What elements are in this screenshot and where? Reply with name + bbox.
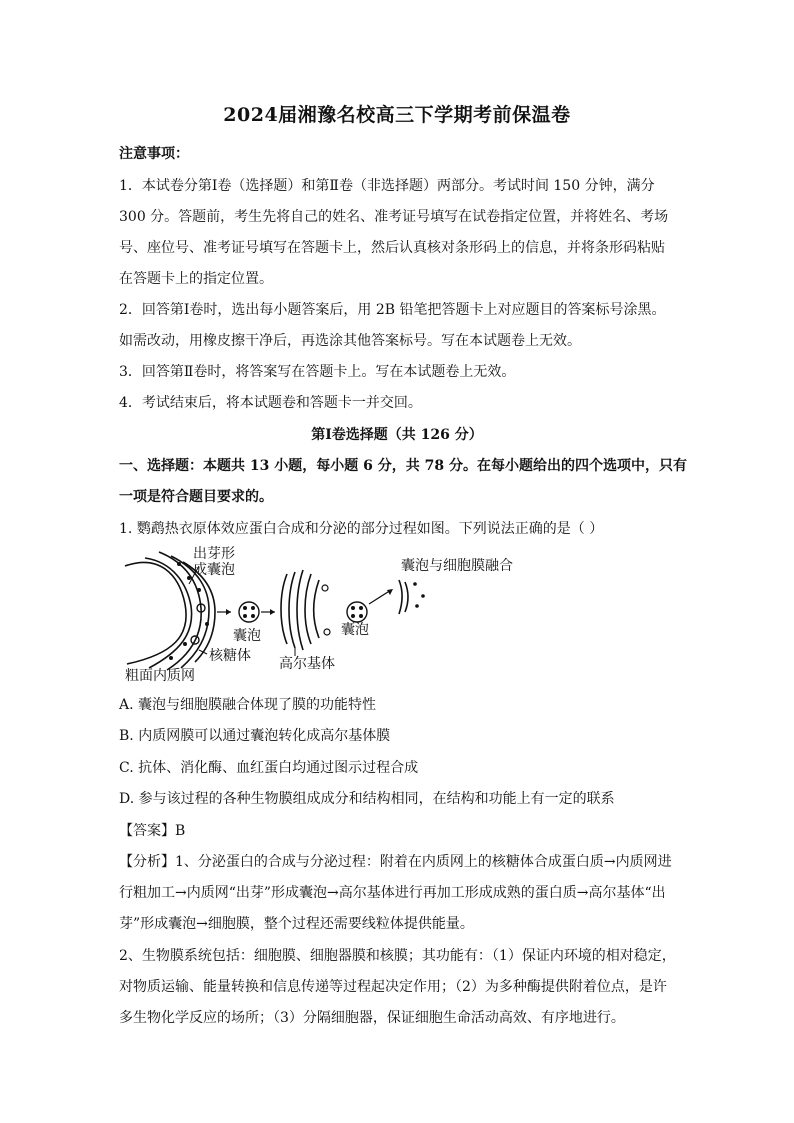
answer: 【答案】B bbox=[119, 823, 186, 839]
label-fusion: 囊泡与细胞膜融合 bbox=[401, 558, 513, 574]
notice-line: 在答题卡上的指定位置。 bbox=[119, 271, 273, 287]
option-a: A. 囊泡与细胞膜融合体现了膜的功能特性 bbox=[119, 697, 377, 713]
label-budding-2: 成囊泡 bbox=[193, 562, 235, 578]
golgi-shape bbox=[281, 570, 319, 650]
cell-membrane-shape bbox=[399, 580, 408, 614]
notice-line: 1．本试卷分第Ⅰ卷（选择题）和第Ⅱ卷（非选择题）两部分。考试时间 150 分钟，满分 bbox=[119, 178, 655, 194]
notice-line: 2．回答第Ⅰ卷时，选出每小题答案后，用 2B 铅笔把答题卡上对应题目的答案标号涂黑。 bbox=[119, 302, 666, 318]
analysis-line: 多生物化学反应的场所；（3）分隔细胞器，保证细胞生命活动高效、有序地进行。 bbox=[119, 1010, 625, 1026]
question-stem: 1. 鹦鹉热衣原体效应蛋白合成和分泌的部分过程如图。下列说法正确的是（ ） bbox=[119, 521, 604, 537]
part-heading: 一、选择题：本题共 13 小题，每小题 6 分，共 78 分。在每小题给出的四个选项中，只有 bbox=[119, 458, 687, 474]
option-d: D. 参与该过程的各种生物膜组成成分和结构相同，在结构和功能上有一定的联系 bbox=[119, 791, 615, 807]
label-vesicle-2: 囊泡 bbox=[341, 622, 369, 638]
label-golgi: 高尔基体 bbox=[279, 656, 335, 672]
notice-heading: 注意事项： bbox=[119, 146, 189, 162]
analysis-line: 【分析】1、分泌蛋白的合成与分泌过程：附着在内质网上的核糖体合成蛋白质→内质网进 bbox=[119, 854, 672, 870]
option-b: B. 内质网膜可以通过囊泡转化成高尔基体膜 bbox=[119, 728, 391, 744]
protein-secretion-diagram bbox=[119, 544, 539, 684]
analysis-line: 对物质运输、能量转换和信息传递等过程起决定作用；（2）为多种酶提供附着位点，是许 bbox=[119, 979, 667, 995]
notice-line: 号、座位号、准考证号填写在答题卡上，然后认真核对条形码上的信息，并将条形码粘贴 bbox=[119, 240, 665, 256]
analysis-line: 行粗加工→内质网“出芽”形成囊泡→高尔基体进行再加工形成成熟的蛋白质→高尔基体“出 bbox=[119, 885, 666, 901]
arrow-2-head bbox=[270, 609, 275, 615]
notice-line: 4．考试结束后，将本试题卷和答题卡一并交回。 bbox=[119, 395, 422, 411]
part-heading: 一项是符合题目要求的。 bbox=[119, 489, 273, 505]
vesicle-1-shape bbox=[239, 602, 259, 622]
label-rough-er: 粗面内质网 bbox=[125, 668, 195, 684]
arrow-3 bbox=[369, 590, 391, 604]
notice-line: 3．回答第Ⅱ卷时，将答案写在答题卡上。写在本试题卷上无效。 bbox=[119, 364, 516, 380]
page-title: 2024届湘豫名校高三下学期考前保温卷 bbox=[223, 104, 571, 126]
secreted-protein-dots bbox=[413, 582, 425, 608]
section-heading: 第Ⅰ卷选择题（共 126 分） bbox=[311, 427, 483, 443]
label-vesicle-1: 囊泡 bbox=[233, 628, 261, 644]
analysis-line: 2、生物膜系统包括：细胞膜、细胞器膜和核膜；其功能有：（1）保证内环境的相对稳定， bbox=[119, 948, 676, 964]
option-c: C. 抗体、消化酶、血红蛋白均通过图示过程合成 bbox=[119, 760, 419, 776]
notice-line: 300 分。答题前，考生先将自己的姓名、准考证号填写在试卷指定位置，并将姓名、考场 bbox=[119, 209, 669, 225]
vesicle-2-shape bbox=[347, 602, 367, 622]
label-budding-1: 出芽形 bbox=[193, 546, 235, 562]
label-ribosome: 核糖体 bbox=[209, 648, 251, 664]
arrow-1-head bbox=[226, 609, 231, 615]
notice-line: 如需改动，用橡皮擦干净后，再选涂其他答案标号。写在本试题卷上无效。 bbox=[119, 333, 581, 349]
analysis-line: 芽”形成囊泡→细胞膜，整个过程还需要线粒体提供能量。 bbox=[119, 916, 474, 932]
